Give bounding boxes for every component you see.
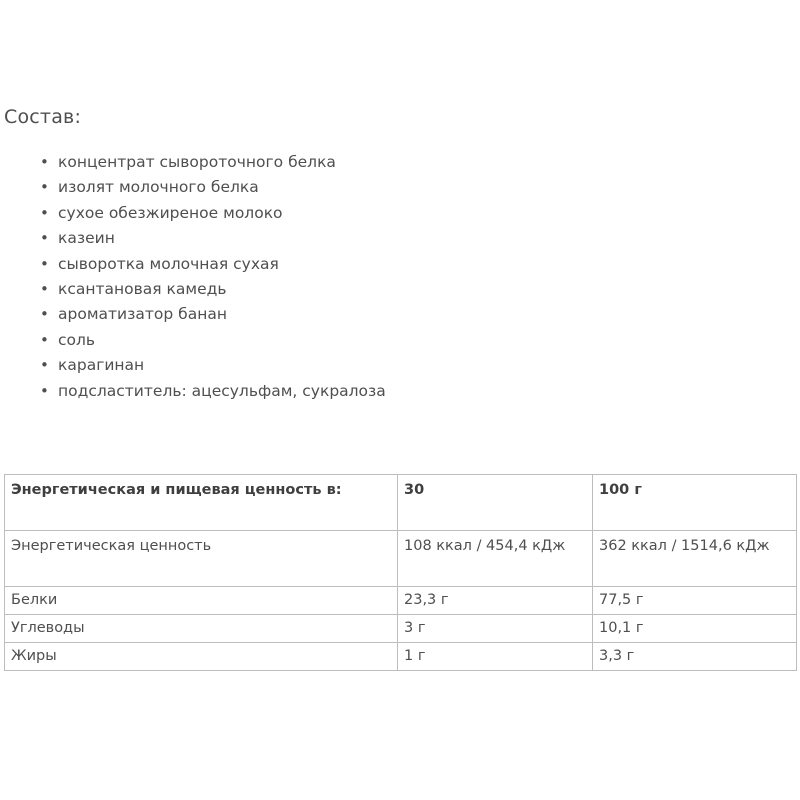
bullet-icon: •: [40, 203, 49, 222]
nutrition-table: [4, 474, 797, 671]
table-row: [5, 531, 797, 587]
row-label: Энергетическая ценность: [5, 531, 398, 587]
table-header-col-30: 30: [398, 475, 593, 531]
row-label: Жиры: [5, 643, 398, 671]
row-value-100: 362 ккал / 1514,6 кДж: [593, 531, 797, 587]
row-value-100: 77,5 г: [593, 587, 797, 615]
bullet-icon: •: [40, 305, 49, 324]
table-row: [5, 615, 797, 643]
list-item: [40, 175, 758, 200]
ingredient-label: карагинан: [58, 356, 145, 375]
ingredient-label: подсластитель: ацесульфам, сукралоза: [58, 381, 386, 400]
ingredient-label: казеин: [58, 229, 115, 248]
table-row: [5, 587, 797, 615]
table-row: [5, 643, 797, 671]
list-item: [40, 226, 758, 251]
row-value-100: 10,1 г: [593, 615, 797, 643]
list-item: [40, 277, 758, 302]
list-item: [40, 302, 758, 327]
page-title: Состав:: [4, 106, 82, 128]
ingredient-label: сыворотка молочная сухая: [58, 254, 279, 273]
ingredient-label: сухое обезжиреное молоко: [58, 203, 283, 222]
row-value-100: 3,3 г: [593, 643, 797, 671]
list-item: [40, 150, 758, 175]
bullet-icon: •: [40, 381, 49, 400]
row-value-30: 108 ккал / 454,4 кДж: [398, 531, 593, 587]
row-value-30: 1 г: [398, 643, 593, 671]
table-header-label: Энергетическая и пищевая ценность в:: [5, 475, 398, 531]
row-value-30: 3 г: [398, 615, 593, 643]
bullet-icon: •: [40, 178, 49, 197]
list-item: [40, 328, 758, 353]
bullet-icon: •: [40, 153, 49, 171]
table-header-row: [5, 475, 797, 531]
ingredient-label: концентрат сывороточного белка: [58, 153, 336, 171]
list-item: [40, 201, 758, 226]
row-label: Белки: [5, 587, 398, 615]
row-value-30: 23,3 г: [398, 587, 593, 615]
ingredients-list: [4, 150, 758, 404]
list-item: [40, 353, 758, 378]
bullet-icon: •: [40, 254, 49, 273]
bullet-icon: •: [40, 330, 49, 349]
ingredient-label: ароматизатор банан: [58, 305, 227, 324]
bullet-icon: •: [40, 356, 49, 375]
row-label: Углеводы: [5, 615, 398, 643]
ingredient-label: изолят молочного белка: [58, 178, 259, 197]
list-item: [40, 252, 758, 277]
bullet-icon: •: [40, 280, 49, 299]
list-item: [40, 379, 758, 404]
bullet-icon: •: [40, 229, 49, 248]
ingredient-label: соль: [58, 330, 96, 349]
ingredient-label: ксантановая камедь: [58, 280, 227, 299]
table-header-col-100: 100 г: [593, 475, 797, 531]
